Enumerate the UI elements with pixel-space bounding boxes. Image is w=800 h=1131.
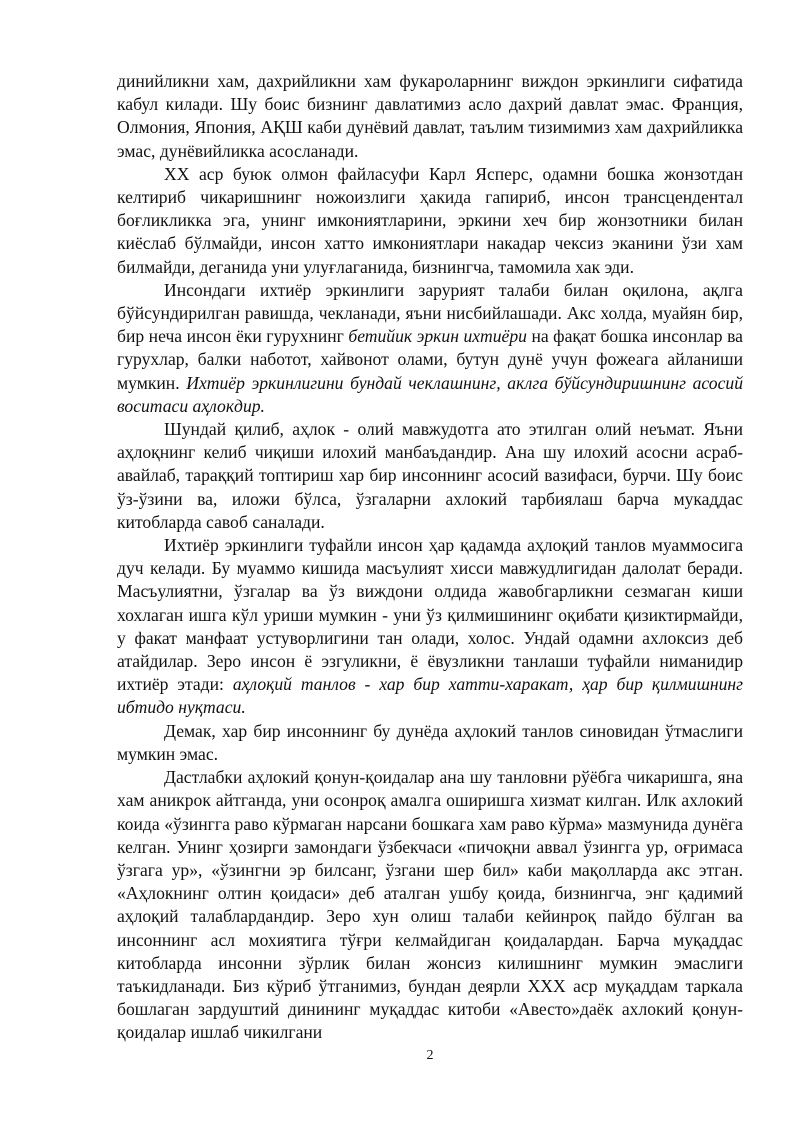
text-run: динийликни хам, дахрийликни хам фукароларнинг виждон эркинлиги сифатида кабул килади. Шу боис бизнинг давлатимиз асло дахрий давлат эмас. Франция, Олмония, Япония, АҚШ каби дунёвий давлат, таълим тизимимиз хам дахрийликка эмас, дунёвийликка асосланади. — [117, 71, 743, 161]
paragraph — [117, 720, 743, 766]
italic-text: бетийик эркин ихтиёри — [348, 326, 527, 347]
paragraph — [117, 279, 743, 418]
document-body — [117, 70, 743, 1045]
text-run: Инсондаги ихтиёр эркинлиги зарурият талаби билан оқилона, ақлга бўйсундирилган равишда, чекланади, яъни нисбийлашади. Акс холда, муайян бир, бир неча инсон ёки гурухнинг — [117, 279, 743, 347]
text-run: Дастлабки аҳлокий қонун-қоидалар ана шу танловни рўёбга чикаришга, яна хам аникрок айтганда, уни осонроқ амалга оширишга хизмат килган. Илк ахлокий коида «ўзингга раво кўрмаган нарсани бошкага хам раво кўрма» мазмунида дунёга келган. Унинг ҳозирги замондаги ўзбекчаси «пичоқни аввал ўзингга ур, оғримаса ўзгага ур», «ўзингни эр билсанг, ўзгани шер бил» каби мақолларда акс этган. «Аҳлокнинг олтин қоидаси» деб аталган ушбу қоида, бизнингча, энг қадимий аҳлоқий талаблардандир. Зеро хун олиш талаби кейинроқ пайдо бўлган ва инсоннинг асл мохиятига тўғри келмайдиган қоидалардан. Барча муқаддас китобларда инсонни зўрлик билан жонсиз килишнинг мумкин эмаслиги таъкидланади. Биз кўриб ўтганимиз, бундан деярли XXX аср муқаддам таркала бошлаган зардуштий динининг муқаддас китоби «Авесто»даёк ахлокий қонун-қоидалар ишлаб чикилгани — [117, 767, 743, 1043]
italic-text: Ихтиёр эркинлигини бундай чеклашнинг, аклга бўйсундиришнинг асосий воситаси аҳлокдир. — [117, 372, 743, 416]
text-run: Ихтиёр эркинлиги туфайли инсон ҳар қадамда аҳлоқий танлов муаммосига дуч келади. Бу муаммо кишида масъулият хисси мавжудлигидан далолат беради. Масъулиятни, ўзгалар ва ўз виждони олдида жавобгарликни сезмаган киши хохлаган ишга кўл уриши мумкин - уни ўз қилмишининг оқибати қизиктирмайди, у факат манфаат устуворлигини тан олади, холос. Ундай одамни ахлоксиз деб атайдилар. Зеро инсон ё эзгуликни, ё ёвузликни танлаши туфайли ниманидир ихтиёр этади: — [117, 535, 743, 695]
paragraph — [117, 163, 743, 279]
text-run: Шундай қилиб, аҳлок - олий мавжудотга ато этилган олий неъмат. Яъни аҳлоқнинг келиб чиқиши илохий манбаъдандир. Ана шу илохий асосни асраб-авайлаб, тараққий топтириш хар бир инсоннинг асосий вазифаси, бурчи. Шу боис ўз-ўзини ва, иложи бўлса, ўзгаларни ахлокий тарбиялаш барча мукаддас китобларда савоб саналади. — [117, 419, 743, 532]
page-number: 2 — [426, 1048, 434, 1063]
paragraph — [117, 766, 743, 1044]
text-run: на фақат бошка инсонлар ва гурухлар, балки наботот, хайвонот олами, бутун дунё учун фожеага айланиши мумкин. — [117, 326, 743, 393]
text-run: Демак, хар бир инсоннинг бу дунёда аҳлокий танлов синовидан ўтмаслиги мумкин эмас. — [117, 720, 743, 764]
paragraph — [117, 534, 743, 720]
italic-text: аҳлоқий танлов - хар бир хатти-харакат, ҳар бир қилмишнинг ибтидо нуқтаси. — [117, 674, 743, 718]
paragraph — [117, 418, 743, 534]
paragraph — [117, 70, 743, 163]
text-run: XX аср буюк олмон файласуфи Карл Ясперс, одамни бошка жонзотдан келтириб чикаришнинг ножоизлиги ҳакида гапириб, инсон трансцендентал боғликликка эга, унинг имкониятларини, эркини хеч бир жонзотники билан киёслаб бўлмайди, инсон хатто имкониятлари накадар чексиз эканини ўзи хам билмайди, деганида уни улуғлаганида, бизнингча, тамомила хак эди. — [117, 163, 743, 277]
